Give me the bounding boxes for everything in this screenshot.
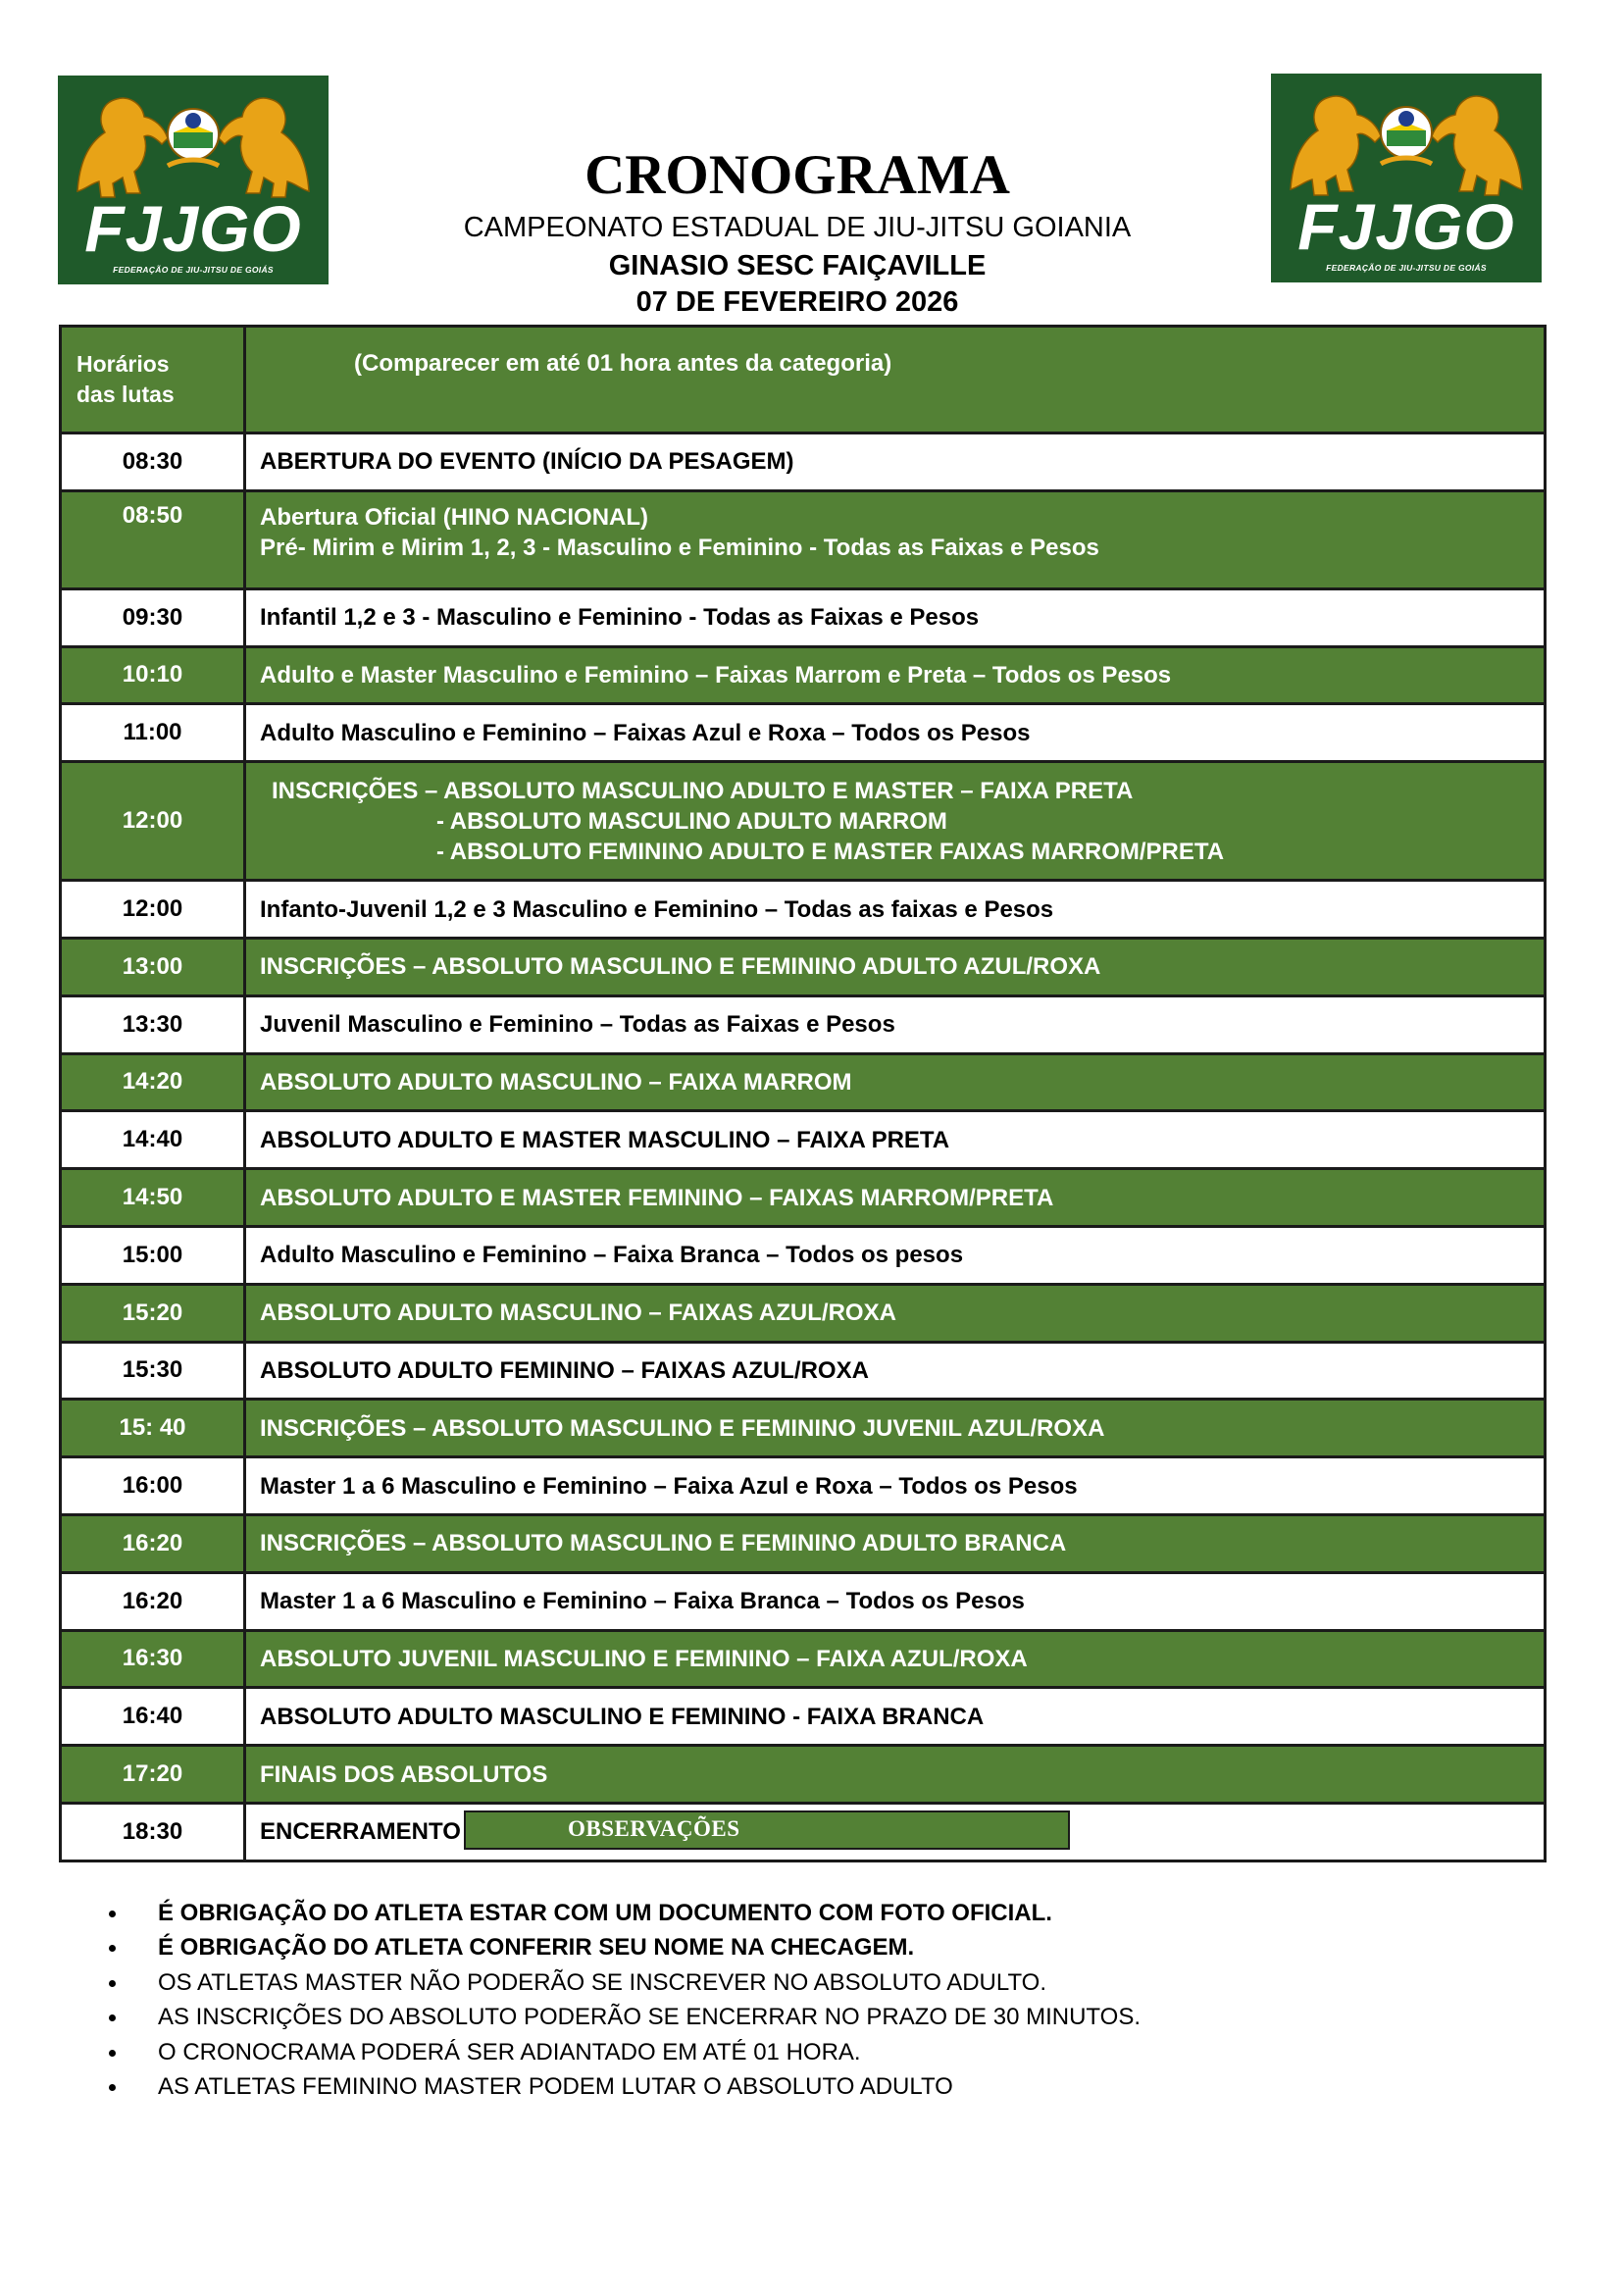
time-cell: 15:20: [61, 1284, 245, 1342]
observation-item: OS ATLETAS MASTER NÃO PODERÃO SE INSCREVER NO ABSOLUTO ADULTO.: [98, 1965, 1141, 2000]
description-cell: [245, 1572, 1546, 1630]
description-line: - ABSOLUTO MASCULINO ADULTO MARROM: [436, 807, 947, 835]
table-row: [61, 588, 1546, 646]
description-cell: [245, 1226, 1546, 1284]
table-row: [61, 1457, 1546, 1515]
description-line: INSCRIÇÕES – ABSOLUTO MASCULINO E FEMININO ADULTO AZUL/ROXA: [260, 953, 1101, 981]
time-cell: 12:00: [61, 762, 245, 881]
time-cell: 16:40: [61, 1688, 245, 1746]
description-line: Adulto e Master Masculino e Feminino – Faixas Marrom e Preta – Todos os Pesos: [260, 661, 1172, 688]
description-line: Pré- Mirim e Mirim 1, 2, 3 - Masculino e Feminino - Todas as Faixas e Pesos: [260, 534, 1099, 561]
description-cell: [245, 762, 1546, 881]
table-row: [61, 1400, 1546, 1457]
description-cell: [245, 1111, 1546, 1169]
description-line: ABSOLUTO ADULTO MASCULINO – FAIXAS AZUL/ROXA: [260, 1300, 896, 1327]
description-line: ABSOLUTO JUVENIL MASCULINO E FEMININO – FAIXA AZUL/ROXA: [260, 1645, 1028, 1672]
event-date: 07 DE FEVEREIRO 2026: [635, 286, 959, 318]
description-line: ABSOLUTO ADULTO MASCULINO E FEMININO - FAIXA BRANCA: [260, 1703, 985, 1730]
table-row: [61, 1284, 1546, 1342]
page-title: CRONOGRAMA: [584, 144, 1010, 206]
header-time-cell: [61, 327, 245, 433]
observation-item: O CRONOCRAMA PODERÁ SER ADIANTADO EM ATÉ 01 HORA.: [98, 2035, 1141, 2069]
time-cell: 13:00: [61, 938, 245, 995]
event-name: CAMPEONATO ESTADUAL DE JIU-JITSU GOIANIA: [463, 212, 1132, 243]
description-cell: [245, 1457, 1546, 1515]
time-cell: 12:00: [61, 881, 245, 939]
description-cell: [245, 1688, 1546, 1746]
logo-subtitle: FEDERAÇÃO DE JIU-JITSU DE GOIÁS: [113, 265, 274, 275]
header-time-line: Horários: [76, 351, 170, 377]
description-cell: [245, 938, 1546, 995]
description-line: Master 1 a 6 Masculino e Feminino – Faixa Branca – Todos os Pesos: [260, 1588, 1025, 1615]
time-cell: 08:30: [61, 433, 245, 491]
description-cell: [245, 588, 1546, 646]
description-line: ENCERRAMENTO: [260, 1818, 461, 1846]
event-venue: GINASIO SESC FAIÇAVILLE: [608, 250, 987, 281]
description-cell: [245, 1169, 1546, 1227]
time-cell: 14:50: [61, 1169, 245, 1227]
time-cell: 18:30: [61, 1803, 245, 1861]
table-row: [61, 1342, 1546, 1400]
time-cell: 14:20: [61, 1053, 245, 1111]
time-cell: 14:40: [61, 1111, 245, 1169]
description-cell: [245, 1284, 1546, 1342]
table-row: [61, 1630, 1546, 1688]
description-cell: [245, 1746, 1546, 1804]
time-cell: 10:10: [61, 646, 245, 704]
logo-text: FJJGO: [1297, 190, 1515, 263]
description-line: Master 1 a 6 Masculino e Feminino – Faixa Azul e Roxa – Todos os Pesos: [260, 1472, 1078, 1500]
table-row: [61, 995, 1546, 1053]
table-row: [61, 1746, 1546, 1804]
table-row: [61, 1053, 1546, 1111]
description-line: FINAIS DOS ABSOLUTOS: [260, 1760, 548, 1788]
description-cell: [245, 881, 1546, 939]
description-cell: [245, 1400, 1546, 1457]
description-line: ABSOLUTO ADULTO MASCULINO – FAIXA MARROM: [260, 1068, 852, 1096]
description-cell: [245, 704, 1546, 762]
time-cell: 16:20: [61, 1514, 245, 1572]
description-line: INSCRIÇÕES – ABSOLUTO MASCULINO E FEMININO JUVENIL AZUL/ROXA: [260, 1414, 1105, 1442]
table-row: [61, 1572, 1546, 1630]
description-cell: [245, 1630, 1546, 1688]
description-cell: [245, 433, 1546, 491]
table-row: [61, 1169, 1546, 1227]
description-line: Juvenil Masculino e Feminino – Todas as Faixas e Pesos: [260, 1011, 895, 1039]
observation-item: AS ATLETAS FEMININO MASTER PODEM LUTAR O ABSOLUTO ADULTO: [98, 2069, 1141, 2104]
description-cell: [245, 1053, 1546, 1111]
table-row: [61, 1514, 1546, 1572]
observation-item: AS INSCRIÇÕES DO ABSOLUTO PODERÃO SE ENCERRAR NO PRAZO DE 30 MINUTOS.: [98, 2000, 1141, 2034]
header-note-cell: (Comparecer em até 01 hora antes da categoria): [245, 327, 1546, 433]
description-line: - ABSOLUTO FEMININO ADULTO E MASTER FAIXAS MARROM/PRETA: [436, 838, 1225, 865]
header-time-line: das lutas: [76, 382, 175, 407]
time-cell: 11:00: [61, 704, 245, 762]
logo-subtitle: FEDERAÇÃO DE JIU-JITSU DE GOIÁS: [1326, 263, 1487, 273]
table-row: [61, 938, 1546, 995]
description-line: ABSOLUTO ADULTO E MASTER MASCULINO – FAIXA PRETA: [260, 1126, 950, 1153]
observation-item: É OBRIGAÇÃO DO ATLETA CONFERIR SEU NOME NA CHECAGEM.: [98, 1930, 1141, 1964]
logo-text: FJJGO: [84, 192, 302, 265]
observation-item: É OBRIGAÇÃO DO ATLETA ESTAR COM UM DOCUMENTO COM FOTO OFICIAL.: [98, 1896, 1141, 1930]
description-line: Abertura Oficial (HINO NACIONAL): [260, 503, 649, 531]
table-row: [61, 1226, 1546, 1284]
table-row: [61, 1688, 1546, 1746]
time-cell: 15:00: [61, 1226, 245, 1284]
time-cell: 15: 40: [61, 1400, 245, 1457]
table-row: [61, 762, 1546, 881]
description-line: ABSOLUTO ADULTO FEMININO – FAIXAS AZUL/ROXA: [260, 1356, 869, 1384]
description-cell: [245, 995, 1546, 1053]
description-line: Infantil 1,2 e 3 - Masculino e Feminino - Todas as Faixas e Pesos: [260, 604, 980, 632]
table-row: [61, 490, 1546, 588]
time-cell: 16:20: [61, 1572, 245, 1630]
description-line: ABSOLUTO ADULTO E MASTER FEMININO – FAIXAS MARROM/PRETA: [260, 1184, 1054, 1211]
description-line: INSCRIÇÕES – ABSOLUTO MASCULINO ADULTO E MASTER – FAIXA PRETA: [272, 777, 1134, 804]
description-cell: [245, 490, 1546, 588]
description-line: Adulto Masculino e Feminino – Faixa Branca – Todos os pesos: [260, 1242, 964, 1269]
table-row: [61, 433, 1546, 491]
description-line: ABERTURA DO EVENTO (INÍCIO DA PESAGEM): [260, 448, 794, 476]
time-cell: 15:30: [61, 1342, 245, 1400]
description-line: INSCRIÇÕES – ABSOLUTO MASCULINO E FEMININO ADULTO BRANCA: [260, 1530, 1067, 1557]
table-header-row: [61, 327, 1546, 433]
observations-list: [98, 1896, 1141, 2104]
table-row: [61, 1111, 1546, 1169]
observations-label: OBSERVAÇÕES: [464, 1810, 1070, 1850]
description-cell: [245, 1342, 1546, 1400]
time-cell: 13:30: [61, 995, 245, 1053]
time-cell: 16:00: [61, 1457, 245, 1515]
time-cell: 16:30: [61, 1630, 245, 1688]
table-row: [61, 646, 1546, 704]
table-row: [61, 881, 1546, 939]
description-line: Adulto Masculino e Feminino – Faixas Azul e Roxa – Todos os Pesos: [260, 719, 1031, 746]
time-cell: 08:50: [61, 490, 245, 588]
time-cell: 09:30: [61, 588, 245, 646]
description-line: Infanto-Juvenil 1,2 e 3 Masculino e Feminino – Todas as faixas e Pesos: [260, 895, 1054, 923]
description-cell: [245, 646, 1546, 704]
description-cell: [245, 1514, 1546, 1572]
table-row: [61, 704, 1546, 762]
time-cell: 17:20: [61, 1746, 245, 1804]
schedule-table: [59, 325, 1547, 1862]
